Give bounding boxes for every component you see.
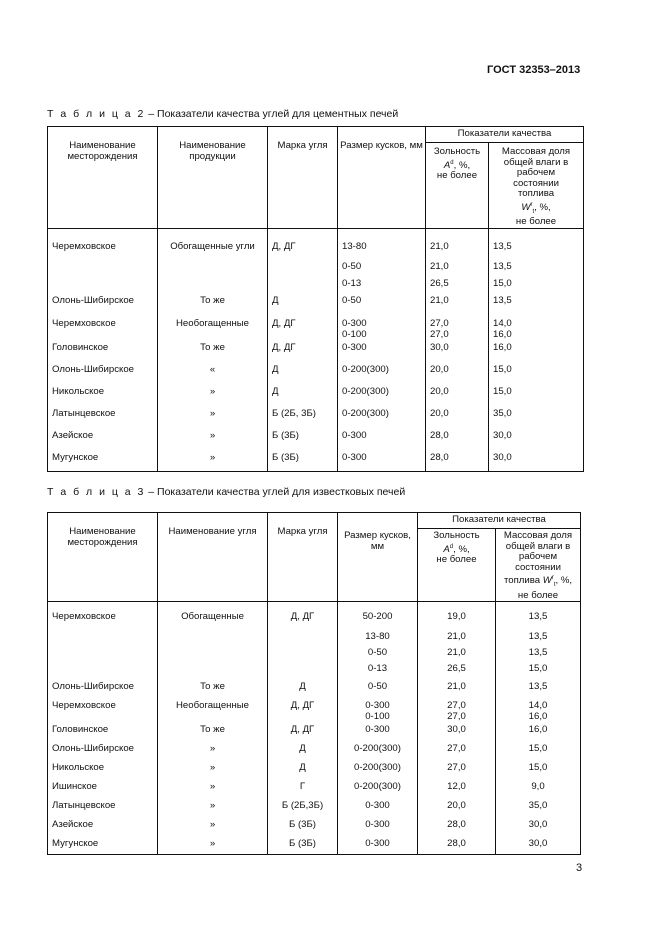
cell-moisture: 15,0 <box>493 363 512 375</box>
table3-caption-text: – Показатели качества углей для известковых печей <box>145 486 406 498</box>
cell-deposit: Головинское <box>52 341 109 353</box>
t2-header-size: Размер кусков, мм <box>340 140 423 151</box>
cell-grade: Б (3Б) <box>272 451 299 463</box>
cell-grade: Д <box>299 680 306 692</box>
cell-grade: Д, ДГ <box>272 341 296 353</box>
table-row <box>48 450 584 472</box>
table-row <box>48 779 581 798</box>
table-row <box>48 629 581 645</box>
cell-ash: 21,0 <box>430 241 449 252</box>
table-row <box>48 798 581 817</box>
cell-moisture: 13,5 <box>528 680 548 692</box>
cell-ash: 20,0 <box>430 363 449 375</box>
cell-product: » <box>209 407 216 419</box>
cell-size: 0-200(300) <box>354 780 401 792</box>
table-row <box>48 293 584 316</box>
standard-number: ГОСТ 32353–2013 <box>487 64 581 76</box>
table-row <box>48 645 581 661</box>
t2-header-product: Наименование продукции <box>179 140 246 162</box>
cell-size: 0-50 <box>342 294 362 306</box>
cell-ash: 20,0 <box>430 407 449 419</box>
cell-size: 0-300 <box>365 818 390 830</box>
cell-moisture: 13,5 <box>528 611 548 623</box>
cell-ash: 21,0 <box>430 260 449 272</box>
cell-deposit: Олонь-Шибирское <box>52 742 135 754</box>
cell-ash: 20,0 <box>447 799 466 811</box>
cell-product: Необогащенные <box>175 699 249 711</box>
cell-product: » <box>209 799 216 811</box>
table-row <box>48 602 581 629</box>
cell-size: 0-300 <box>365 837 390 849</box>
cell-size: 0-200(300) <box>354 761 401 773</box>
table-row <box>48 384 584 406</box>
cell-ash: 21,0 <box>447 646 466 658</box>
cell-moisture: 13,5 <box>528 646 548 658</box>
cell-moisture: 15,0 <box>493 277 512 289</box>
cell-product: Обогащенные угли <box>170 241 255 252</box>
table-row <box>48 817 581 836</box>
cell-size: 0-200(300) <box>342 385 389 397</box>
cell-moisture: 13,5 <box>528 630 548 642</box>
table-row <box>48 722 581 741</box>
cell-deposit: Азейское <box>52 818 94 830</box>
cell-product: Обогащенные <box>181 611 244 623</box>
table-row <box>48 428 584 450</box>
cell-grade: Д <box>272 385 279 397</box>
cell-moisture: 14,0 16,0 <box>528 699 548 722</box>
cell-moisture: 30,0 <box>493 451 512 463</box>
table-row <box>48 259 584 276</box>
table-row <box>48 316 584 340</box>
cell-size: 0-300 0-100 <box>342 317 367 340</box>
table3 <box>47 512 581 855</box>
cell-product: То же <box>200 294 225 306</box>
cell-deposit: Ишинское <box>52 780 98 792</box>
cell-product: То же <box>200 723 225 735</box>
cell-size: 0-200(300) <box>342 363 389 375</box>
cell-deposit: Черемховское <box>52 699 116 711</box>
cell-ash: 12,0 <box>447 780 466 792</box>
cell-ash: 20,0 <box>430 385 449 397</box>
cell-ash: 28,0 <box>447 837 466 849</box>
cell-moisture: 14,0 16,0 <box>493 317 512 340</box>
table-row <box>48 229 584 259</box>
table2-caption <box>47 108 398 120</box>
cell-deposit: Черемховское <box>52 317 116 329</box>
cell-moisture: 16,0 <box>493 341 512 353</box>
cell-product: » <box>209 385 216 397</box>
cell-deposit: Черемховское <box>52 611 116 623</box>
table-row <box>48 679 581 698</box>
cell-size: 0-50 <box>367 646 388 658</box>
cell-size: 0-300 <box>342 429 367 441</box>
cell-grade: Г <box>299 780 306 792</box>
cell-ash: 26,5 <box>430 277 449 289</box>
cell-grade: Б (3Б) <box>289 818 316 830</box>
cell-size: 0-13 <box>367 662 388 674</box>
cell-deposit: Мугунское <box>52 451 99 463</box>
t3-header-size: Размер кусков, мм <box>344 530 411 552</box>
cell-moisture: 30,0 <box>493 429 512 441</box>
t2-header-moisture: Массовая доля общей влаги в рабочем состоянии топлива $W^r_t$, %, не более <box>489 143 584 229</box>
cell-ash: 27,0 27,0 <box>447 699 466 722</box>
cell-moisture: 9,0 <box>531 780 545 792</box>
cell-grade: Д, ДГ <box>290 611 315 623</box>
cell-grade: Д, ДГ <box>272 241 296 252</box>
cell-grade: Д, ДГ <box>290 699 315 711</box>
cell-ash: 28,0 <box>430 451 449 463</box>
cell-ash: 21,0 <box>430 294 449 306</box>
cell-size: 0-300 <box>342 341 367 353</box>
table2-caption-text: – Показатели качества углей для цементных печей <box>145 108 399 120</box>
cell-grade: Б (3Б) <box>289 837 316 849</box>
t2-header-deposit: Наименование месторождения <box>67 140 138 162</box>
cell-ash: 21,0 <box>447 680 466 692</box>
table-row <box>48 362 584 384</box>
cell-deposit: Олонь-Шибирское <box>52 680 135 692</box>
cell-size: 50-200 <box>362 611 393 623</box>
cell-size: 13-80 <box>342 241 367 252</box>
cell-deposit: Олонь-Шибирское <box>52 294 135 306</box>
t3-header-grade: Марка угля <box>277 526 328 537</box>
cell-size: 0-300 <box>365 799 390 811</box>
t3-header-quality: Показатели качества <box>452 514 546 525</box>
t2-header-grade: Марка угля <box>277 140 328 151</box>
table3-caption-prefix: Т а б л и ц а 3 <box>47 486 146 498</box>
cell-grade: Д <box>272 294 279 306</box>
cell-ash: 21,0 <box>447 630 466 642</box>
cell-moisture: 13,5 <box>493 241 512 252</box>
cell-size: 0-50 <box>342 260 362 272</box>
cell-grade: Б (2Б,3Б) <box>281 799 324 811</box>
cell-moisture: 35,0 <box>528 799 548 811</box>
cell-deposit: Латынцевское <box>52 407 116 419</box>
table-row <box>48 836 581 855</box>
cell-moisture: 35,0 <box>493 407 512 419</box>
cell-moisture: 15,0 <box>528 662 548 674</box>
cell-deposit: Головинское <box>52 723 109 735</box>
table2 <box>47 126 584 472</box>
cell-moisture: 15,0 <box>528 742 548 754</box>
cell-product: « <box>209 363 216 375</box>
cell-product: » <box>209 451 216 463</box>
cell-deposit: Олонь-Шибирское <box>52 363 135 375</box>
cell-grade: Д <box>272 363 279 375</box>
table-row <box>48 406 584 428</box>
table2-caption-prefix: Т а б л и ц а 2 <box>47 108 146 120</box>
t3-header-product: Наименование угля <box>168 526 257 537</box>
cell-size: 0-200(300) <box>342 407 389 419</box>
cell-ash: 26,5 <box>447 662 466 674</box>
cell-ash: 28,0 <box>447 818 466 830</box>
table-row <box>48 340 584 362</box>
cell-product: То же <box>200 341 225 353</box>
table-row <box>48 741 581 760</box>
t3-header-deposit: Наименование месторождения <box>67 526 138 548</box>
t3-header-ash: Зольность $A^d$, %, не более <box>418 529 496 602</box>
cell-size: 0-300 0-100 <box>365 699 390 722</box>
table3-caption <box>47 486 405 498</box>
cell-product: » <box>209 837 216 849</box>
cell-size: 13-80 <box>365 630 390 642</box>
cell-grade: Д <box>299 761 306 773</box>
cell-ash: 30,0 <box>430 341 449 353</box>
cell-moisture: 15,0 <box>528 761 548 773</box>
cell-ash: 27,0 <box>447 742 466 754</box>
t3-header-moisture: Массовая доля общей влаги в рабочем состоянии топлива $W^r_t$, %, не более <box>496 529 581 602</box>
cell-size: 0-300 <box>365 723 390 735</box>
cell-grade: Д, ДГ <box>290 723 315 735</box>
cell-product: То же <box>200 680 225 692</box>
cell-size: 0-300 <box>342 451 367 463</box>
cell-ash: 27,0 <box>447 761 466 773</box>
cell-product: » <box>209 429 216 441</box>
cell-grade: Д, ДГ <box>272 317 296 329</box>
cell-product: » <box>209 818 216 830</box>
cell-grade: Б (2Б, 3Б) <box>272 407 316 419</box>
cell-moisture: 13,5 <box>493 294 512 306</box>
cell-moisture: 15,0 <box>493 385 512 397</box>
cell-moisture: 13,5 <box>493 260 512 272</box>
t2-header-quality: Показатели качества <box>457 128 552 139</box>
cell-deposit: Азейское <box>52 429 94 441</box>
cell-grade: Д <box>299 742 306 754</box>
cell-size: 0-13 <box>342 277 362 289</box>
cell-moisture: 16,0 <box>528 723 548 735</box>
cell-size: 0-200(300) <box>354 742 401 754</box>
cell-ash: 19,0 <box>447 611 466 623</box>
cell-grade: Б (3Б) <box>272 429 299 441</box>
t2-header-ash: Зольность $A^d$, %, не более <box>426 143 489 229</box>
table-row <box>48 760 581 779</box>
cell-moisture: 30,0 <box>528 818 548 830</box>
page-number: 3 <box>576 862 583 874</box>
cell-product: » <box>209 780 216 792</box>
table-row <box>48 698 581 722</box>
cell-deposit: Никольское <box>52 761 105 773</box>
cell-ash: 27,0 27,0 <box>430 317 449 340</box>
cell-ash: 28,0 <box>430 429 449 441</box>
cell-deposit: Мугунское <box>52 837 99 849</box>
cell-deposit: Никольское <box>52 385 105 397</box>
cell-size: 0-50 <box>367 680 388 692</box>
cell-deposit: Латынцевское <box>52 799 116 811</box>
cell-product: » <box>209 742 216 754</box>
table-row <box>48 661 581 679</box>
table-row <box>48 276 584 293</box>
cell-product: » <box>209 761 216 773</box>
cell-ash: 30,0 <box>447 723 466 735</box>
cell-deposit: Черемховское <box>52 241 116 252</box>
cell-product: Необогащенные <box>175 317 249 329</box>
cell-moisture: 30,0 <box>528 837 548 849</box>
